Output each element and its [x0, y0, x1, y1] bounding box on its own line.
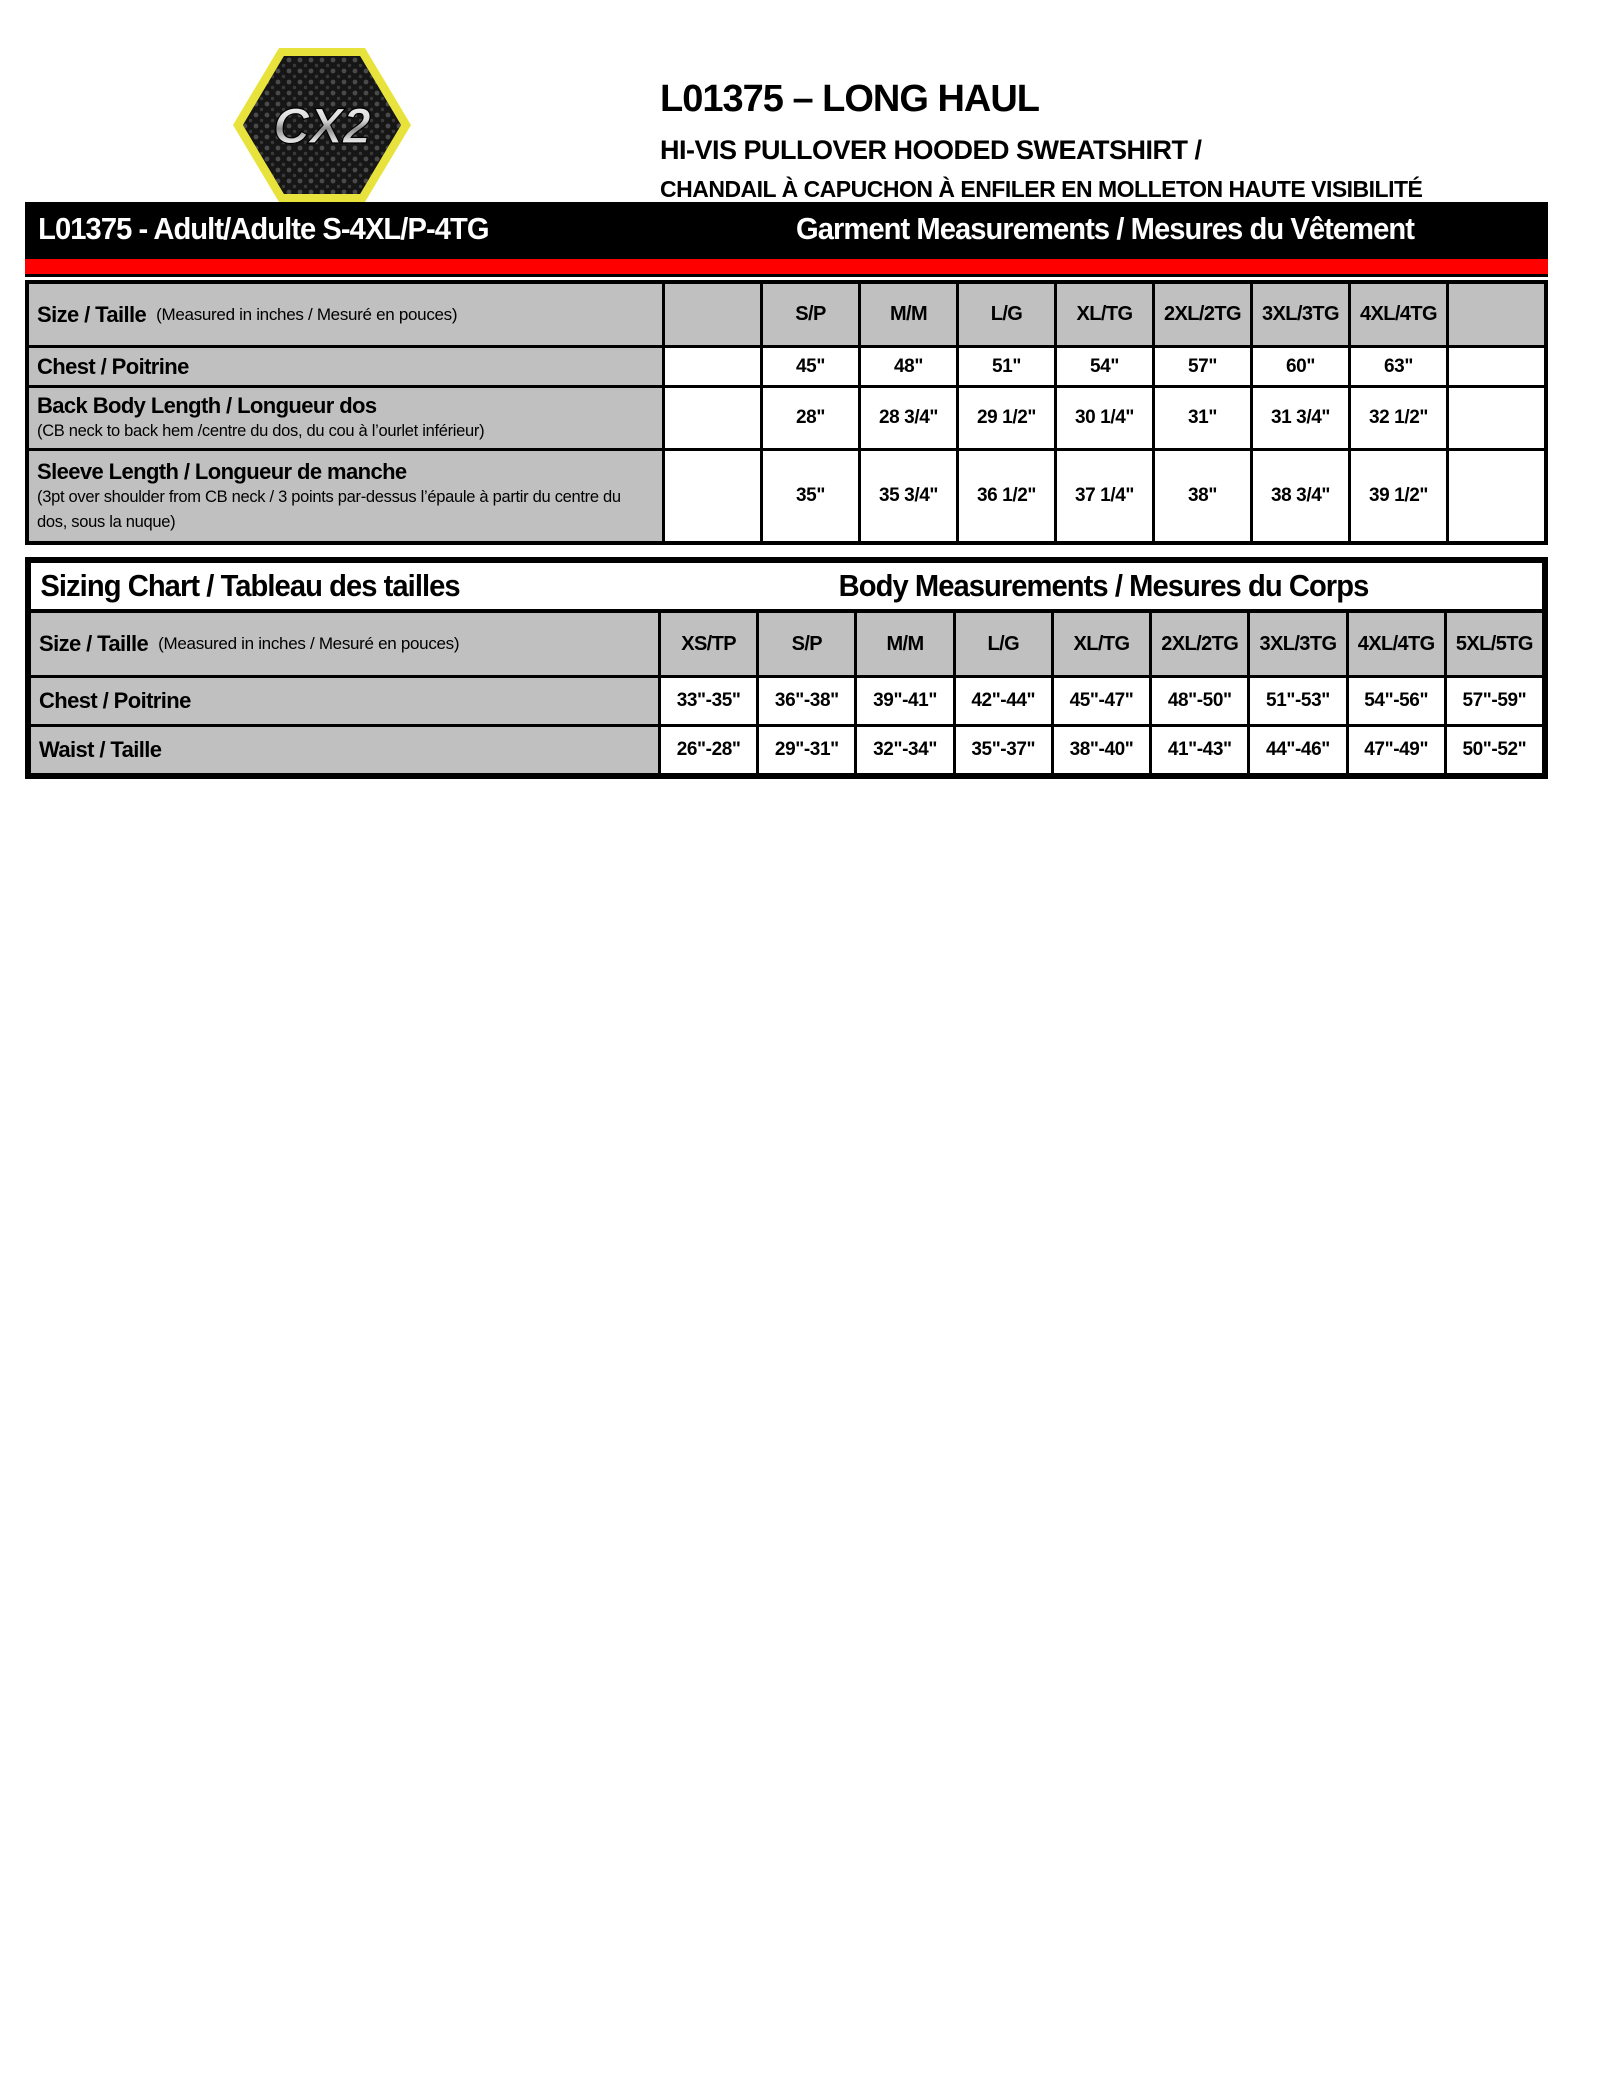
size-units-note: (Measured in inches / Mesuré en pouces)	[158, 634, 460, 653]
measurement-cell: 32 1/2"	[1351, 388, 1446, 448]
product-title: L01375 – LONG HAUL	[660, 78, 1039, 120]
measurement-cell: 51"-53"	[1250, 678, 1345, 724]
measurement-cell: 60"	[1253, 348, 1348, 385]
measurement-cell: 38 3/4"	[1253, 451, 1348, 541]
size-header-cell	[29, 284, 662, 345]
product-subtitle-en: HI-VIS PULLOVER HOODED SWEATSHIRT /	[660, 135, 1202, 165]
sizing-chart-titlebar	[31, 563, 1542, 613]
measurement-cell: 30 1/4"	[1057, 388, 1152, 448]
measurement-cell: 57"	[1155, 348, 1250, 385]
measurement-cell: 54"-56"	[1349, 678, 1444, 724]
measurement-cell: 26"-28"	[661, 727, 756, 773]
body-measurements-section	[25, 557, 1548, 779]
size-col-header: 2XL/2TG	[1155, 284, 1250, 345]
measurement-row-label: Chest / Poitrine	[37, 353, 189, 379]
empty-value-cell	[665, 388, 760, 448]
size-label: Size / Taille	[39, 631, 149, 657]
measurement-cell: 31 3/4"	[1253, 388, 1348, 448]
measurement-cell: 45"	[763, 348, 858, 385]
measurement-cell: 39 1/2"	[1351, 451, 1446, 541]
measurement-cell: 41"-43"	[1152, 727, 1247, 773]
measurement-row-note: (CB neck to back hem /centre du dos, du cou à l’ourlet inférieur)	[37, 422, 485, 441]
measurement-cell: 32"-34"	[857, 727, 952, 773]
garment-section-titlebar	[25, 202, 1548, 256]
row-label-cell	[29, 388, 662, 448]
size-col-header: 3XL/3TG	[1253, 284, 1348, 345]
empty-value-cell	[1449, 348, 1544, 385]
cx2-hexagon-icon	[231, 46, 413, 204]
measurement-cell: 48"	[861, 348, 956, 385]
measurement-cell: 44"-46"	[1250, 727, 1345, 773]
size-label: Size / Taille	[37, 301, 147, 327]
measurement-cell: 48"-50"	[1152, 678, 1247, 724]
garment-measurements-section	[25, 202, 1548, 545]
measurement-cell: 36"-38"	[759, 678, 854, 724]
empty-value-cell	[665, 451, 760, 541]
size-header-cell	[31, 613, 658, 675]
row-label-cell	[31, 727, 658, 773]
size-col-header: L/G	[959, 284, 1054, 345]
row-label-cell	[29, 348, 662, 385]
measurement-cell: 45"-47"	[1054, 678, 1149, 724]
measurement-cell: 54"	[1057, 348, 1152, 385]
size-col-header: M/M	[861, 284, 956, 345]
size-col-header: 5XL/5TG	[1447, 613, 1542, 675]
red-accent-stripe	[25, 256, 1548, 277]
brand-logo	[231, 46, 413, 204]
measurement-cell: 33"-35"	[661, 678, 756, 724]
sizing-chart-label: Sizing Chart / Tableau des tailles	[40, 568, 460, 603]
size-col-header: L/G	[956, 613, 1051, 675]
empty-header-cell	[665, 284, 760, 345]
empty-value-cell	[665, 348, 760, 385]
body-measurements-title: Body Measurements / Mesures du Corps	[838, 568, 1369, 603]
size-col-header: XL/TG	[1057, 284, 1152, 345]
size-col-header: 4XL/4TG	[1349, 613, 1444, 675]
measurement-cell: 29"-31"	[759, 727, 854, 773]
measurement-row-label: Waist / Taille	[39, 737, 162, 763]
size-col-header: 3XL/3TG	[1250, 613, 1345, 675]
body-measurements-table	[31, 613, 1542, 773]
row-label-cell	[31, 678, 658, 724]
measurement-cell: 39"-41"	[857, 678, 952, 724]
measurement-cell: 38"-40"	[1054, 727, 1149, 773]
measurement-cell: 35"-37"	[956, 727, 1051, 773]
measurement-cell: 47"-49"	[1349, 727, 1444, 773]
measurement-row-note: (3pt over shoulder from CB neck / 3 points par-dessus l’épaule à partir du centre du dos, sous la nuque)	[37, 488, 621, 531]
measurement-cell: 51"	[959, 348, 1054, 385]
product-subtitle-fr: CHANDAIL À CAPUCHON À ENFILER EN MOLLETON HAUTE VISIBILITÉ	[660, 176, 1423, 202]
garment-style-range-label: L01375 - Adult/Adulte S-4XL/P-4TG	[38, 211, 489, 246]
measurement-cell: 35 3/4"	[861, 451, 956, 541]
measurement-row-label: Back Body Length / Longueur dos	[37, 392, 377, 418]
measurement-cell: 28"	[763, 388, 858, 448]
size-col-header: S/P	[763, 284, 858, 345]
measurement-cell: 63"	[1351, 348, 1446, 385]
empty-value-cell	[1449, 451, 1544, 541]
garment-measurements-title: Garment Measurements / Mesures du Vêtement	[795, 211, 1414, 246]
size-col-header: XS/TP	[661, 613, 756, 675]
garment-measurements-table	[25, 280, 1548, 545]
empty-value-cell	[1449, 388, 1544, 448]
measurement-row-label: Sleeve Length / Longueur de manche	[37, 458, 407, 484]
size-col-header: 4XL/4TG	[1351, 284, 1446, 345]
measurement-cell: 28 3/4"	[861, 388, 956, 448]
size-col-header: M/M	[857, 613, 952, 675]
measurement-cell: 31"	[1155, 388, 1250, 448]
row-label-cell	[29, 451, 662, 541]
size-col-header: XL/TG	[1054, 613, 1149, 675]
size-col-header: 2XL/2TG	[1152, 613, 1247, 675]
measurement-cell: 57"-59"	[1447, 678, 1542, 724]
empty-header-cell	[1449, 284, 1544, 345]
measurement-cell: 35"	[763, 451, 858, 541]
measurement-cell: 36 1/2"	[959, 451, 1054, 541]
size-col-header: S/P	[759, 613, 854, 675]
cx2-logo-text: CX2	[273, 98, 371, 154]
measurement-row-label: Chest / Poitrine	[39, 688, 191, 714]
brand-header	[660, 78, 1520, 203]
measurement-cell: 38"	[1155, 451, 1250, 541]
measurement-cell: 50"-52"	[1447, 727, 1542, 773]
measurement-cell: 29 1/2"	[959, 388, 1054, 448]
measurement-cell: 37 1/4"	[1057, 451, 1152, 541]
size-units-note: (Measured in inches / Mesuré en pouces)	[156, 304, 458, 324]
measurement-cell: 42"-44"	[956, 678, 1051, 724]
